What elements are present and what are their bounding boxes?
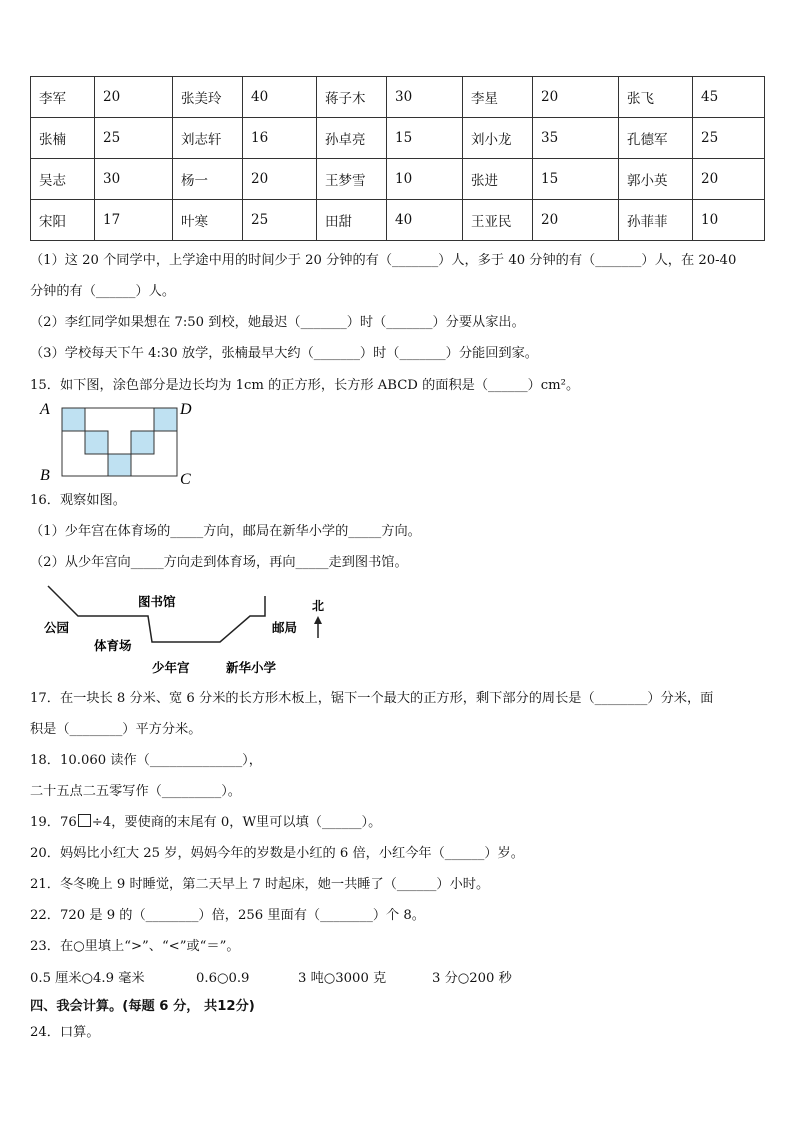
shaded-square [85, 431, 108, 454]
student-name-cell: 吴志 [31, 159, 95, 200]
minutes-cell: 17 [95, 200, 173, 241]
student-name-cell: 王亚民 [463, 200, 533, 241]
park-label: 公园 [44, 620, 70, 635]
q21-text: 21．冬冬晚上 9 时睡觉，第二天早上 7 时起床，她一共睡了（______）小时。 [30, 877, 490, 892]
q17-line1: 17．在一块长 8 分米、宽 6 分米的长方形木板上，锯下一个最大的正方形，剩下部分的周长是（________）分米，面 [30, 691, 714, 706]
minutes-cell: 15 [533, 159, 619, 200]
compare-item: 3 吨○3000 克 [298, 971, 387, 986]
post-office-label: 邮局 [272, 620, 298, 635]
q23-text: 23．在○里填上“>”、“<”或“＝”。 [30, 939, 240, 954]
label-a: A [40, 401, 50, 418]
minutes-cell: 25 [95, 118, 173, 159]
minutes-cell: 35 [533, 118, 619, 159]
q19-text [30, 814, 765, 832]
minutes-cell: 10 [693, 200, 765, 241]
q24-text: 24．口算。 [30, 1025, 100, 1040]
compare-item: 3 分○200 秒 [432, 971, 512, 986]
minutes-cell: 20 [533, 200, 619, 241]
q14-part1-line2: 分钟的有（______）人。 [30, 284, 176, 299]
compare-item: 0.6○0.9 [196, 971, 250, 986]
q17-line2: 积是（________）平方分米。 [30, 722, 202, 737]
minutes-cell: 45 [693, 77, 765, 118]
minutes-cell: 20 [533, 77, 619, 118]
student-name-cell: 张楠 [31, 118, 95, 159]
north-label: 北 [312, 599, 325, 613]
q15-text: 15．如下图，涂色部分是边长均为 1cm 的正方形，长方形 ABCD 的面积是（______）cm²。 [30, 378, 580, 393]
shaded-square [62, 408, 85, 431]
minutes-cell: 10 [387, 159, 463, 200]
minutes-cell: 25 [693, 118, 765, 159]
student-name-cell: 孙卓亮 [317, 118, 387, 159]
youth-palace-label: 少年宫 [152, 660, 190, 675]
student-name-cell: 宋阳 [31, 200, 95, 241]
student-name-cell: 孔德军 [619, 118, 693, 159]
q14-part1-line1: （1）这 20 个同学中，上学途中用的时间少于 20 分钟的有（_______）人，多于 40 分钟的有（_______）人，在 20-40 [30, 253, 737, 268]
minutes-cell: 30 [95, 159, 173, 200]
label-d: D [180, 401, 192, 418]
student-name-cell: 王梦雪 [317, 159, 387, 200]
minutes-cell: 40 [243, 77, 317, 118]
minutes-cell: 40 [387, 200, 463, 241]
table-row [31, 200, 765, 241]
commute-time-table [30, 76, 765, 241]
stadium-label: 体育场 [94, 638, 132, 653]
q14-part2: （2）李红同学如果想在 7:50 到校，她最迟（_______）时（_______）分要从家出。 [30, 315, 525, 330]
library-label: 图书馆 [138, 594, 176, 609]
student-name-cell: 叶寒 [173, 200, 243, 241]
minutes-cell: 30 [387, 77, 463, 118]
student-name-cell: 张飞 [619, 77, 693, 118]
student-name-cell: 张美玲 [173, 77, 243, 118]
student-name-cell: 李军 [31, 77, 95, 118]
minutes-cell: 25 [243, 200, 317, 241]
table-row [31, 77, 765, 118]
minutes-cell: 15 [387, 118, 463, 159]
student-name-cell: 蒋子木 [317, 77, 387, 118]
table-row [31, 159, 765, 200]
label-b: B [40, 467, 50, 484]
xinhua-school-label: 新华小学 [226, 660, 277, 675]
minutes-cell: 20 [693, 159, 765, 200]
route-map-figure [40, 582, 340, 678]
rectangle-abcd-figure [36, 398, 206, 490]
student-name-cell: 张进 [463, 159, 533, 200]
q16-part2: （2）从少年宫向_____方向走到体育场，再向_____走到图书馆。 [30, 555, 408, 570]
minutes-cell: 20 [243, 159, 317, 200]
student-name-cell: 郭小英 [619, 159, 693, 200]
q16-text: 16．观察如图。 [30, 493, 126, 508]
student-name-cell: 刘志轩 [173, 118, 243, 159]
compare-item: 0.5 厘米○4.9 毫米 [30, 971, 145, 986]
student-name-cell: 田甜 [317, 200, 387, 241]
student-name-cell: 杨一 [173, 159, 243, 200]
shaded-square [131, 431, 154, 454]
table-row [31, 118, 765, 159]
q22-text: 22．720 是 9 的（________）倍，256 里面有（________）个 8。 [30, 908, 425, 923]
student-name-cell: 刘小龙 [463, 118, 533, 159]
minutes-cell: 20 [95, 77, 173, 118]
minutes-cell: 16 [243, 118, 317, 159]
q23-compare-row [30, 970, 765, 988]
q14-part3: （3）学校每天下午 4:30 放学，张楠最早大约（_______）时（_______）分能回到家。 [30, 346, 538, 361]
q16-part1: （1）少年宫在体育场的_____方向，邮局在新华小学的_____方向。 [30, 524, 421, 539]
student-name-cell: 孙菲菲 [619, 200, 693, 241]
q19-suffix: ÷4，要使商的末尾有 0，W里可以填（______）。 [91, 815, 382, 830]
section-4-heading: 四、我会计算。(每题 6 分， 共12分) [30, 999, 255, 1014]
student-name-cell: 李星 [463, 77, 533, 118]
north-arrowhead-icon [314, 616, 322, 624]
q18-line2: 二十五点二五零写作（_________）。 [30, 784, 241, 799]
label-c: C [180, 471, 191, 488]
shaded-square [108, 454, 131, 476]
shaded-square [154, 408, 177, 431]
q20-text: 20．妈妈比小红大 25 岁，妈妈今年的岁数是小红的 6 倍，小红今年（______）岁。 [30, 846, 524, 861]
q18-line1: 18．10.060 读作（______________）， [30, 753, 262, 768]
q19-prefix: 19．76 [30, 815, 77, 830]
blank-box-icon [78, 814, 91, 827]
